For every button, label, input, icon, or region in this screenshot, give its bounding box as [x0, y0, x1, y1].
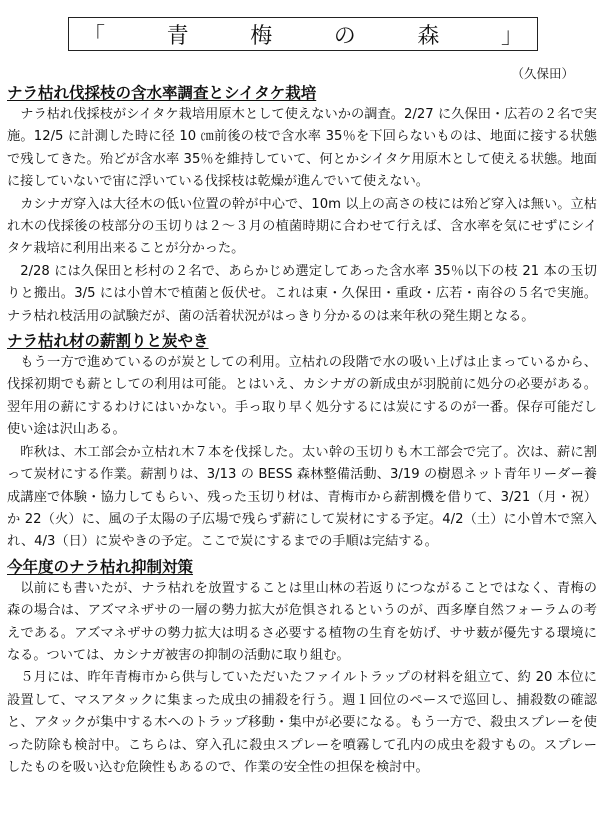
section-oak-branch-moisture	[7, 82, 597, 328]
article-body	[7, 80, 597, 779]
paragraph: 以前にも書いたが、ナラ枯れを放置することは里山林の若返りにつながることではなく、青梅の森の場合は、アズマネザサの一層の勢力拡大が危惧されるというのが、西多摩自然フォーラムの考えである。アズマネザサの勢力拡大は明るさ必要する植物の生育を妨げ、ササ薮が優先する環境になる。ついては、カシナガ被害の抑制の活動に取り組む。	[7, 580, 597, 663]
paragraph: もう一方で進めているのが炭としての利用。立枯れの段階で水の吸い上げは止まっているから、伐採初期でも薪としての利用は可能。とはいえ、カシナガの新成虫が羽脱前に処分の必要がある。翌年用の薪にするわけにはいかない。手っ取り早く処分するには炭にするのが一番。保存可能だし使い途は沢山ある。	[7, 355, 597, 438]
paragraph: ５月には、昨年青梅市から供与していただいたファイルトラップの材料を組立て、約 20 本位に設置して、マスアタックに集まった成虫の捕殺を行う。週１回位のペースで巡回し、捕殺数の確認と、アタックが集中する木へのトラップ移動・集中が必要になる。もう一方で、殺虫スプレーを使った防除も検討中。こちらは、穿入孔に殺虫スプレーを噴霧して孔内の成虫を殺すもの。スプレーしたものを吸い込む危険性もあるので、作業の安全性の担保を検討中。	[7, 670, 597, 775]
title-open-bracket: 「	[83, 23, 106, 49]
title-char: 梅	[250, 23, 273, 49]
section-heading: 今年度のナラ枯れ抑制対策	[7, 557, 194, 576]
section-heading: ナラ枯れ伐採枝の含水率調査とシイタケ栽培	[7, 84, 317, 102]
page-title-box	[68, 17, 538, 51]
paragraph: ナラ枯れ伐採枝がシイタケ栽培用原木として使えないかの調査。2/27 に久保田・広若の２名で実施。12/5 に計測した時に径 10 ㎝前後の枝で含水率 35％を下回らないものは、地面に接する状態で残してきた。殆どが含水率 35％を維持していて、何とかシイタケ用原木として使える状態。地面に接していないで宙に浮いている伐採枝は乾燥が進んでいて使えない。	[7, 107, 597, 190]
paragraph: 2/28 には久保田と杉村の２名で、あらかじめ選定してあった含水率 35％以下の枝 21 本の玉切りと搬出。3/5 には小曽木で植菌と仮伏せ。これは東・久保田・重政・広若・南谷の５名で実施。ナラ枯れ枝活用の試験だが、菌の活着状況がはっきり分かるのは来年秋の発生期となる。	[7, 263, 597, 324]
section-heading: ナラ枯れ材の薪割りと炭やき	[7, 332, 209, 351]
title-close-bracket: 」	[500, 23, 523, 49]
section-suppression-measures	[7, 556, 597, 780]
paragraph: カシナガ穿入は大径木の低い位置の幹が中心で、10m 以上の高さの枝には殆ど穿入は無い。立枯れ木の伐採後の枝部分の玉切りは２～３月の植菌時期に合わせて行えば、含水率を気にせずにシイタケ栽培に利用出来ることが分かった。	[7, 196, 597, 257]
author-name: （久保田）	[511, 66, 574, 81]
section-firewood-charcoal	[7, 330, 597, 554]
paragraph: 昨秋は、木工部会か立枯れ木７本を伐採した。太い幹の玉切りも木工部会で完了。次は、薪に割って炭材にする作業。薪割りは、3/13 の BESS 森林整備活動、3/19 の樹恩ネット青年リーダー養成講座で体験・協力してもらい、残った玉切り材は、青梅市から薪割機を借りて、3/21（月・祝）か 22（火）に、風の子太陽の子広場で残らず薪にして炭材にする予定。4/2（土）に小曽木で窯入れ、4/3（日）に炭やきの予定。ここで炭にするまでの手順は完結する。	[7, 444, 597, 550]
title-char: の	[333, 23, 356, 49]
title-char: 青	[166, 23, 189, 49]
title-char: 森	[417, 23, 440, 49]
